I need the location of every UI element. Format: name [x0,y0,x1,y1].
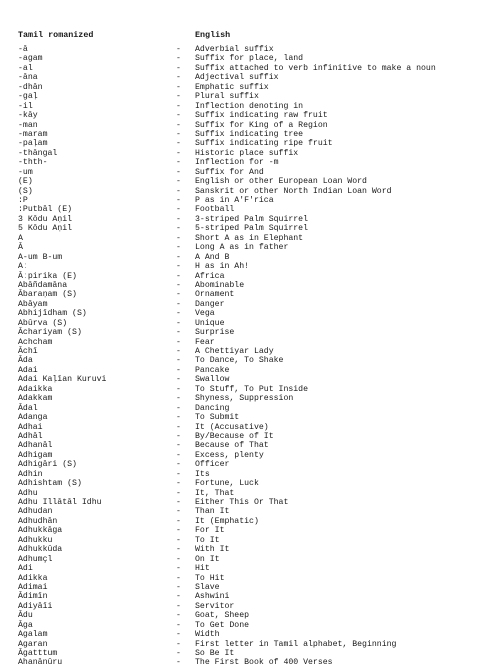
english-meaning: Suffix indicating ripe fruit [195,139,333,149]
separator-dash: - [176,262,181,272]
english-meaning: To It [195,535,220,545]
glossary-row [0,658,495,667]
tamil-term: Adhukkāga [18,526,63,536]
glossary-row [0,441,495,450]
tamil-term: Ādu [18,611,33,621]
tamil-term: Adanga [18,413,48,423]
glossary-row [0,460,495,469]
separator-dash: - [176,554,181,564]
separator-dash: - [176,73,181,83]
glossary-row [0,111,495,120]
tamil-term: Agalam [18,630,48,640]
column-header-tamil: Tamil romanized [18,30,94,40]
tamil-term: Adhu [18,488,38,498]
separator-dash: - [176,403,181,413]
english-meaning: Ashwini [195,592,230,602]
glossary-row [0,272,495,281]
tamil-term: (E) [18,177,33,187]
separator-dash: - [176,573,181,583]
separator-dash: - [176,347,181,356]
english-meaning: Sanskrit or other North Indian Loan Word [195,186,392,196]
tamil-term: -man [18,120,38,130]
tamil-term: Adimai [18,582,48,592]
tamil-term: Adhanāl [18,441,53,451]
tamil-term: Adhin [18,469,43,479]
english-meaning: 5-striped Palm Squirrel [195,224,309,234]
glossary-row [0,253,495,262]
glossary-row [0,404,495,413]
english-meaning: Suffix for And [195,167,264,177]
glossary-row [0,168,495,177]
tamil-term: Adhai [18,422,43,432]
english-meaning: It (Accusative) [195,422,269,432]
english-meaning: It, That [195,488,235,498]
english-meaning: For It [195,526,225,536]
separator-dash: - [176,601,181,611]
english-meaning: A And B [195,252,230,262]
glossary-row [0,479,495,488]
separator-dash: - [176,507,181,517]
english-meaning: Danger [195,299,225,309]
tamil-term: A-um B-um [18,252,63,262]
separator-dash: - [176,224,181,234]
tamil-term: Ā [18,243,23,253]
separator-dash: - [176,214,181,224]
separator-dash: - [176,139,181,149]
english-meaning: Inflection for -m [195,158,279,168]
glossary-row [0,366,495,375]
english-meaning: Suffix attached to verb infinitive to make a noun [195,63,436,73]
tamil-term: Āga [18,620,33,630]
tamil-term: Adhumçl [18,554,53,564]
english-meaning: Short A as in Elephant [195,233,304,243]
glossary-row [0,555,495,564]
english-meaning: Historic place suffix [195,148,299,158]
glossary-row [0,583,495,592]
tamil-term: -il [18,101,33,111]
tamil-term: Āchariyam (S) [18,328,82,338]
separator-dash: - [176,431,181,441]
separator-dash: - [176,233,181,243]
english-meaning: By/Because of It [195,431,274,441]
english-meaning: Fear [195,337,215,347]
tamil-term: Abūrva (S) [18,318,68,328]
tamil-term: Āgatttum [18,649,58,658]
glossary-row [0,526,495,535]
tamil-term: Achcham [18,337,53,347]
english-meaning: Abominable [195,280,245,290]
glossary-row [0,574,495,583]
glossary-row [0,102,495,111]
separator-dash: - [176,611,181,621]
separator-dash: - [176,299,181,309]
separator-dash: - [176,356,181,366]
tamil-term: Adhudan [18,507,53,517]
glossary-list [0,45,495,668]
tamil-term: -al [18,63,33,73]
english-meaning: Africa [195,271,225,281]
english-meaning: Either This Or That [195,498,289,507]
english-meaning: Than It [195,507,230,517]
glossary-row [0,290,495,299]
tamil-term: -um [18,167,33,177]
glossary-row [0,451,495,460]
separator-dash: - [176,177,181,187]
english-meaning: To Stuff, To Put Inside [195,384,309,394]
separator-dash: - [176,328,181,338]
separator-dash: - [176,186,181,196]
english-meaning: Shyness, Suppression [195,394,294,404]
separator-dash: - [176,111,181,121]
tamil-term: Adhu Illātāl Idhu [18,498,102,507]
separator-dash: - [176,375,181,385]
glossary-row [0,489,495,498]
tamil-term: Ādal [18,403,38,413]
separator-dash: - [176,450,181,460]
separator-dash: - [176,384,181,394]
tamil-term: Abhijīdham (S) [18,309,87,319]
english-meaning: Suffix for King of a Region [195,120,328,130]
tamil-term: Adai Kaḷīan Kuruvi [18,375,107,385]
separator-dash: - [176,271,181,281]
separator-dash: - [176,252,181,262]
english-meaning: Pancake [195,365,230,375]
tamil-term: -dhān [18,82,43,92]
tamil-term: Agaran [18,639,48,649]
tamil-term: Ahanānūru [18,658,63,668]
tamil-term: -thāngal [18,148,58,158]
separator-dash: - [176,120,181,130]
separator-dash: - [176,205,181,215]
glossary-row [0,234,495,243]
tamil-term: -paḷam [18,139,48,149]
glossary-row [0,196,495,205]
tamil-term: Ābaraṇam (S) [18,290,77,300]
separator-dash: - [176,564,181,574]
tamil-term: Adai [18,365,38,375]
separator-dash: - [176,365,181,375]
tamil-term: Adiyāīi [18,601,53,611]
tamil-term: Abāyam [18,299,48,309]
tamil-term: -ā [18,45,28,54]
english-meaning: Ornament [195,290,235,300]
english-meaning: Adverbial suffix [195,45,274,54]
separator-dash: - [176,658,181,668]
english-meaning: Servitor [195,601,235,611]
glossary-row [0,649,495,658]
glossary-row [0,413,495,422]
tamil-term: -kāy [18,111,38,121]
english-meaning: Officer [195,460,230,470]
english-meaning: English or other European Loan Word [195,177,367,187]
separator-dash: - [176,158,181,168]
tamil-term: :P [18,196,28,205]
glossary-row [0,621,495,630]
glossary-row [0,281,495,290]
separator-dash: - [176,148,181,158]
separator-dash: - [176,526,181,536]
glossary-row [0,545,495,554]
glossary-row [0,243,495,252]
glossary-row [0,177,495,186]
glossary-row [0,300,495,309]
separator-dash: - [176,243,181,253]
tamil-term: Adhukkūda [18,545,63,555]
separator-dash: - [176,63,181,73]
glossary-row [0,73,495,82]
english-meaning: P as in A'F'rica [195,196,274,205]
english-meaning: Suffix indicating tree [195,129,304,139]
separator-dash: - [176,488,181,498]
glossary-row [0,149,495,158]
glossary-row [0,187,495,196]
separator-dash: - [176,167,181,177]
glossary-row [0,432,495,441]
english-meaning: 3-striped Palm Squirrel [195,214,309,224]
separator-dash: - [176,479,181,489]
separator-dash: - [176,639,181,649]
tamil-term: 5 Kōdu Aṇil [18,224,73,234]
tamil-term: Ādimīn [18,592,48,602]
glossary-row [0,92,495,101]
separator-dash: - [176,82,181,92]
separator-dash: - [176,309,181,319]
english-meaning: So Be It [195,649,235,658]
separator-dash: - [176,290,181,300]
glossary-row [0,205,495,214]
tamil-term: Adi [18,564,33,574]
english-meaning: Because of That [195,441,269,451]
separator-dash: - [176,649,181,658]
english-meaning: Vega [195,309,215,319]
glossary-row [0,517,495,526]
english-meaning: Emphatic suffix [195,82,269,92]
tamil-term: :Putbāl (E) [18,205,73,215]
glossary-row [0,630,495,639]
tamil-term: Adhāl [18,431,43,441]
separator-dash: - [176,460,181,470]
tamil-term: Āːpirika (E) [18,271,77,281]
separator-dash: - [176,582,181,592]
tamil-term: -agam [18,54,43,64]
tamil-term: Adaikka [18,384,53,394]
separator-dash: - [176,318,181,328]
glossary-row [0,536,495,545]
glossary-row [0,139,495,148]
glossary-row [0,262,495,271]
tamil-term: Adakkam [18,394,53,404]
english-meaning: Slave [195,582,220,592]
tamil-term: -thth- [18,158,48,168]
glossary-row [0,130,495,139]
glossary-row [0,470,495,479]
glossary-row [0,158,495,167]
english-meaning: Long A as in father [195,243,289,253]
english-meaning: To Get Done [195,620,250,630]
separator-dash: - [176,516,181,526]
english-meaning: To Submit [195,413,240,423]
tamil-term: Adikka [18,573,48,583]
separator-dash: - [176,535,181,545]
glossary-row [0,375,495,384]
english-meaning: Width [195,630,220,640]
english-meaning: Fortune, Luck [195,479,259,489]
english-meaning: A Chettiyar Lady [195,347,274,356]
separator-dash: - [176,620,181,630]
glossary-row [0,328,495,337]
separator-dash: - [176,196,181,205]
glossary-row [0,215,495,224]
tamil-term: -maram [18,129,48,139]
glossary-row [0,224,495,233]
separator-dash: - [176,129,181,139]
tamil-term: -gaḷ [18,92,38,102]
english-meaning: Unique [195,318,225,328]
english-meaning: Goat, Sheep [195,611,250,621]
glossary-row [0,121,495,130]
glossary-row [0,394,495,403]
english-meaning: With It [195,545,230,555]
separator-dash: - [176,45,181,54]
glossary-row [0,385,495,394]
tamil-term: Āda [18,356,33,366]
tamil-term: A [18,233,23,243]
glossary-row [0,54,495,63]
separator-dash: - [176,54,181,64]
english-meaning: Suffix for place, land [195,54,304,64]
glossary-row [0,640,495,649]
english-meaning: To Hit [195,573,225,583]
english-meaning: Swallow [195,375,230,385]
glossary-row [0,356,495,365]
english-meaning: Its [195,469,210,479]
glossary-row [0,319,495,328]
tamil-term: Āchī [18,347,38,356]
tamil-term: Aː [18,262,28,272]
english-meaning: It (Emphatic) [195,516,259,526]
tamil-term: Adhigāri (S) [18,460,77,470]
english-meaning: To Dance, To Shake [195,356,284,366]
separator-dash: - [176,280,181,290]
glossary-row [0,338,495,347]
english-meaning: Adjectival suffix [195,73,279,83]
separator-dash: - [176,545,181,555]
glossary-row [0,611,495,620]
tamil-term: Adhukku [18,535,53,545]
separator-dash: - [176,592,181,602]
glossary-row [0,592,495,601]
english-meaning: Inflection denoting in [195,101,304,111]
english-meaning: The First Book of 400 Verses [195,658,333,668]
english-meaning: Surprise [195,328,235,338]
english-meaning: Excess, plenty [195,450,264,460]
separator-dash: - [176,441,181,451]
tamil-term: Adhishtam (S) [18,479,82,489]
glossary-row [0,507,495,516]
english-meaning: H as in Ah! [195,262,250,272]
english-meaning: Football [195,205,235,215]
glossary-row [0,309,495,318]
separator-dash: - [176,498,181,507]
english-meaning: Dancing [195,403,230,413]
english-meaning: Hit [195,564,210,574]
tamil-term: Adhigam [18,450,53,460]
separator-dash: - [176,469,181,479]
english-meaning: Plural suffix [195,92,259,102]
glossary-row [0,498,495,507]
separator-dash: - [176,630,181,640]
separator-dash: - [176,413,181,423]
tamil-term: Abāñdamāna [18,280,68,290]
glossary-row [0,64,495,73]
separator-dash: - [176,92,181,102]
glossary-row [0,602,495,611]
tamil-term: -āna [18,73,38,83]
glossary-row [0,564,495,573]
separator-dash: - [176,337,181,347]
english-meaning: On It [195,554,220,564]
separator-dash: - [176,422,181,432]
column-header-english: English [195,30,231,40]
english-meaning: Suffix indicating raw fruit [195,111,328,121]
glossary-row [0,83,495,92]
english-meaning: First letter in Tamil alphabet, Beginning [195,639,397,649]
tamil-term: Adhudhān [18,516,58,526]
separator-dash: - [176,394,181,404]
tamil-term: 3 Kōdu Aṇil [18,214,73,224]
glossary-row [0,423,495,432]
tamil-term: (S) [18,186,33,196]
separator-dash: - [176,101,181,111]
